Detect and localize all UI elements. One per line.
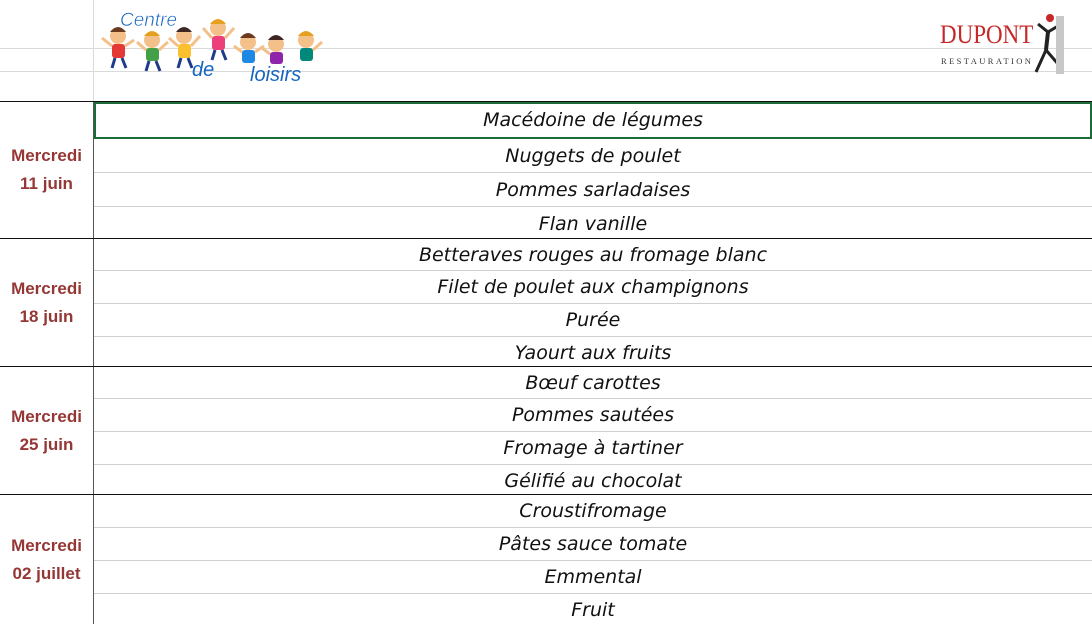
menu-item-cell[interactable]: Filet de poulet aux champignons [94,271,1092,304]
day-name: Mercredi [11,406,82,426]
dupont-restauration-logo [936,10,1066,74]
logo-text-loisirs: loisirs [250,64,302,86]
menu-item-cell[interactable]: Fruit [571,599,615,621]
menu-item-cell[interactable]: Emmental [94,561,1092,594]
menu-item-cell[interactable]: Gélifié au chocolat [504,470,682,492]
menu-item-cell[interactable]: Fromage à tartiner [94,432,1092,465]
day-cell[interactable] [0,102,94,238]
day-name: Mercredi [11,278,82,298]
day-date: 11 juin [20,174,73,193]
centre-de-loisirs-logo [100,6,332,86]
day-date: 02 juillet [12,563,81,583]
logo-text-centre: Centre [120,10,178,31]
day-date: 25 juin [19,434,74,454]
day-name: Mercredi [11,146,82,165]
day-cell[interactable] [0,239,94,366]
day-cell[interactable] [0,495,94,624]
menu-item-cell[interactable]: Betteraves rouges au fromage blanc [94,239,1092,271]
brand-name: DUPONT [940,20,1034,49]
menu-item-cell[interactable]: Bœuf carottes [94,367,1092,399]
week-block [0,101,1092,238]
menu-item-cell[interactable]: Pommes sautées [94,399,1092,432]
menu-item-cell[interactable]: Croustifromage [94,495,1092,528]
menu-item-cell[interactable]: Flan vanille [538,212,648,235]
menu-table [0,101,1092,624]
dancer-figure-icon [1030,10,1066,74]
gridline [93,0,94,101]
menu-item-cell[interactable]: Pâtes sauce tomate [94,528,1092,561]
brand-subtitle: RESTAURATION [941,56,1034,66]
menu-item-cell[interactable]: Macédoine de légumes [94,102,1092,139]
week-block [0,238,1092,366]
menu-item-cell[interactable]: Yaourt aux fruits [514,342,672,364]
menu-item-cell[interactable]: Pommes sarladaises [94,173,1092,207]
day-name: Mercredi [11,535,82,555]
day-cell[interactable] [0,367,94,494]
week-block [0,494,1092,624]
logo-text-de: de [192,59,215,81]
menu-item-cell[interactable]: Purée [94,304,1092,337]
day-date: 18 juin [19,306,74,326]
menu-item-cell[interactable]: Nuggets de poulet [94,139,1092,173]
week-block [0,366,1092,494]
